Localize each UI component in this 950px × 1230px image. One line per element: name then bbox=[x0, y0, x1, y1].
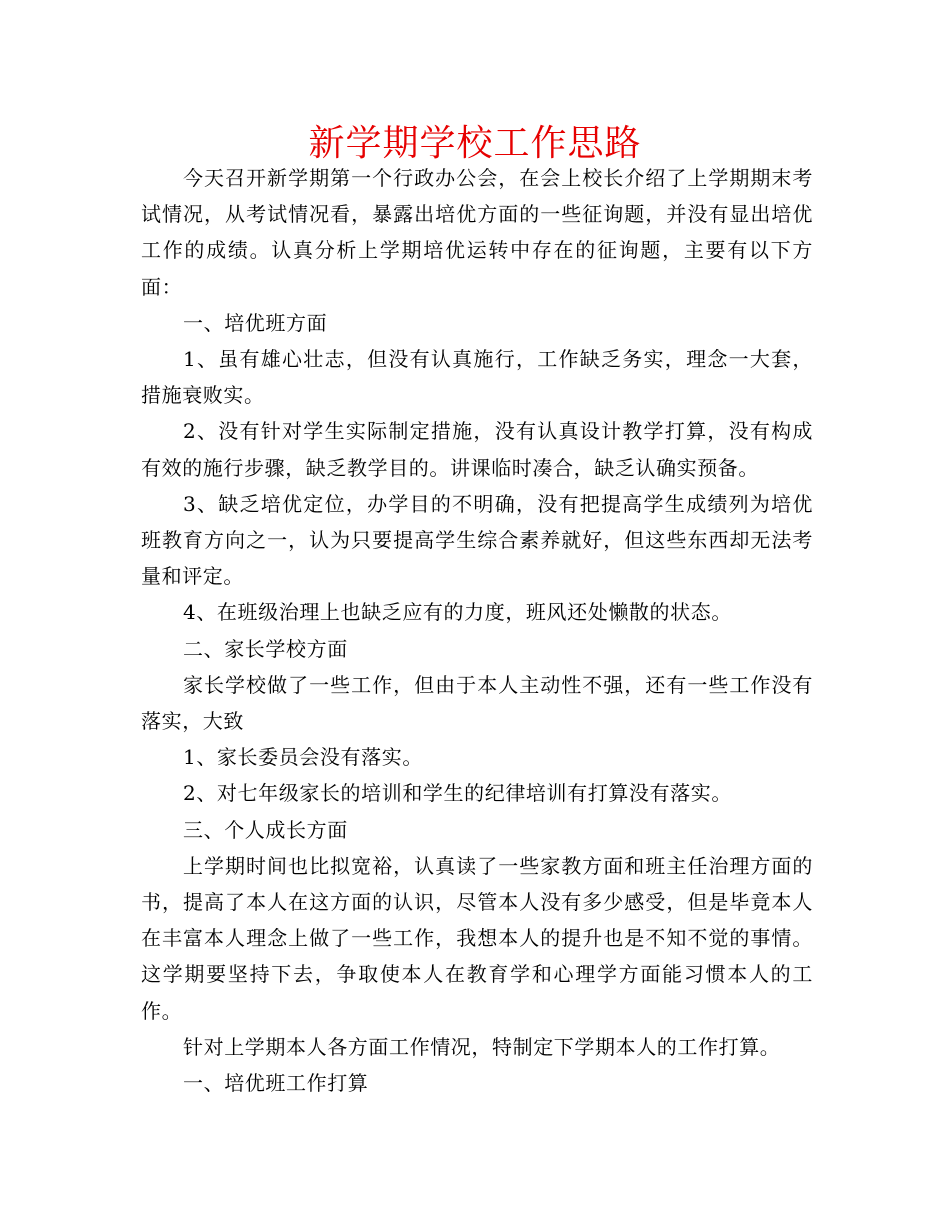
heading-section-3: 三、个人成长方面 bbox=[183, 817, 348, 842]
paragraph-item: 4、在班级治理上也缺乏应有的力度，班风还处懒散的状态。 bbox=[183, 600, 732, 625]
paragraph-item: 3、缺乏培优定位，办学目的不明确，没有把提高学生成绩列为培优班教育方向之一，认为只要提高学生综合素养就好，但这些东西却无法考量和评定。 bbox=[141, 491, 813, 589]
paragraph-item: 2、没有针对学生实际制定措施，没有认真设计教学打算，没有构成有效的施行步骤，缺乏教学目的。讲课临时凑合，缺乏认确实预备。 bbox=[141, 419, 813, 480]
document-body bbox=[141, 160, 813, 1101]
paragraph-item: 1、虽有雄心壮志，但没有认真施行，工作缺乏务实，理念一大套，措施衰败实。 bbox=[141, 347, 813, 408]
paragraph-item: 1、家长委员会没有落实。 bbox=[183, 745, 423, 770]
heading-section-2: 二、家长学校方面 bbox=[183, 636, 348, 661]
paragraph-intro: 今天召开新学期第一个行政办公会，在会上校长介绍了上学期期末考试情况，从考试情况看，暴露出培优方面的一些征询题，并没有显出培优工作的成绩。认真分析上学期培优运转中存在的征询题，主要有以下方面： bbox=[141, 166, 813, 299]
paragraph: 上学期时间也比拟宽裕，认真读了一些家教方面和班主任治理方面的书，提高了本人在这方面的认识，尽管本人没有多少感受，但是毕竟本人在丰富本人理念上做了一些工作，我想本人的提升也是不知不觉的事情。这学期要坚持下去，争取使本人在教育学和心理学方面能习惯本人的工作。 bbox=[141, 853, 813, 1023]
heading-section-1: 一、培优班方面 bbox=[183, 310, 328, 335]
heading-plan-1: 一、培优班工作打算 bbox=[183, 1071, 369, 1096]
paragraph-item: 2、对七年级家长的培训和学生的纪律培训有打算没有落实。 bbox=[183, 781, 732, 806]
paragraph: 针对上学期本人各方面工作情况，特制定下学期本人的工作打算。 bbox=[183, 1034, 781, 1059]
paragraph: 家长学校做了一些工作，但由于本人主动性不强，还有一些工作没有落实，大致 bbox=[141, 672, 813, 734]
document-title: 新学期学校工作思路 bbox=[308, 123, 642, 164]
